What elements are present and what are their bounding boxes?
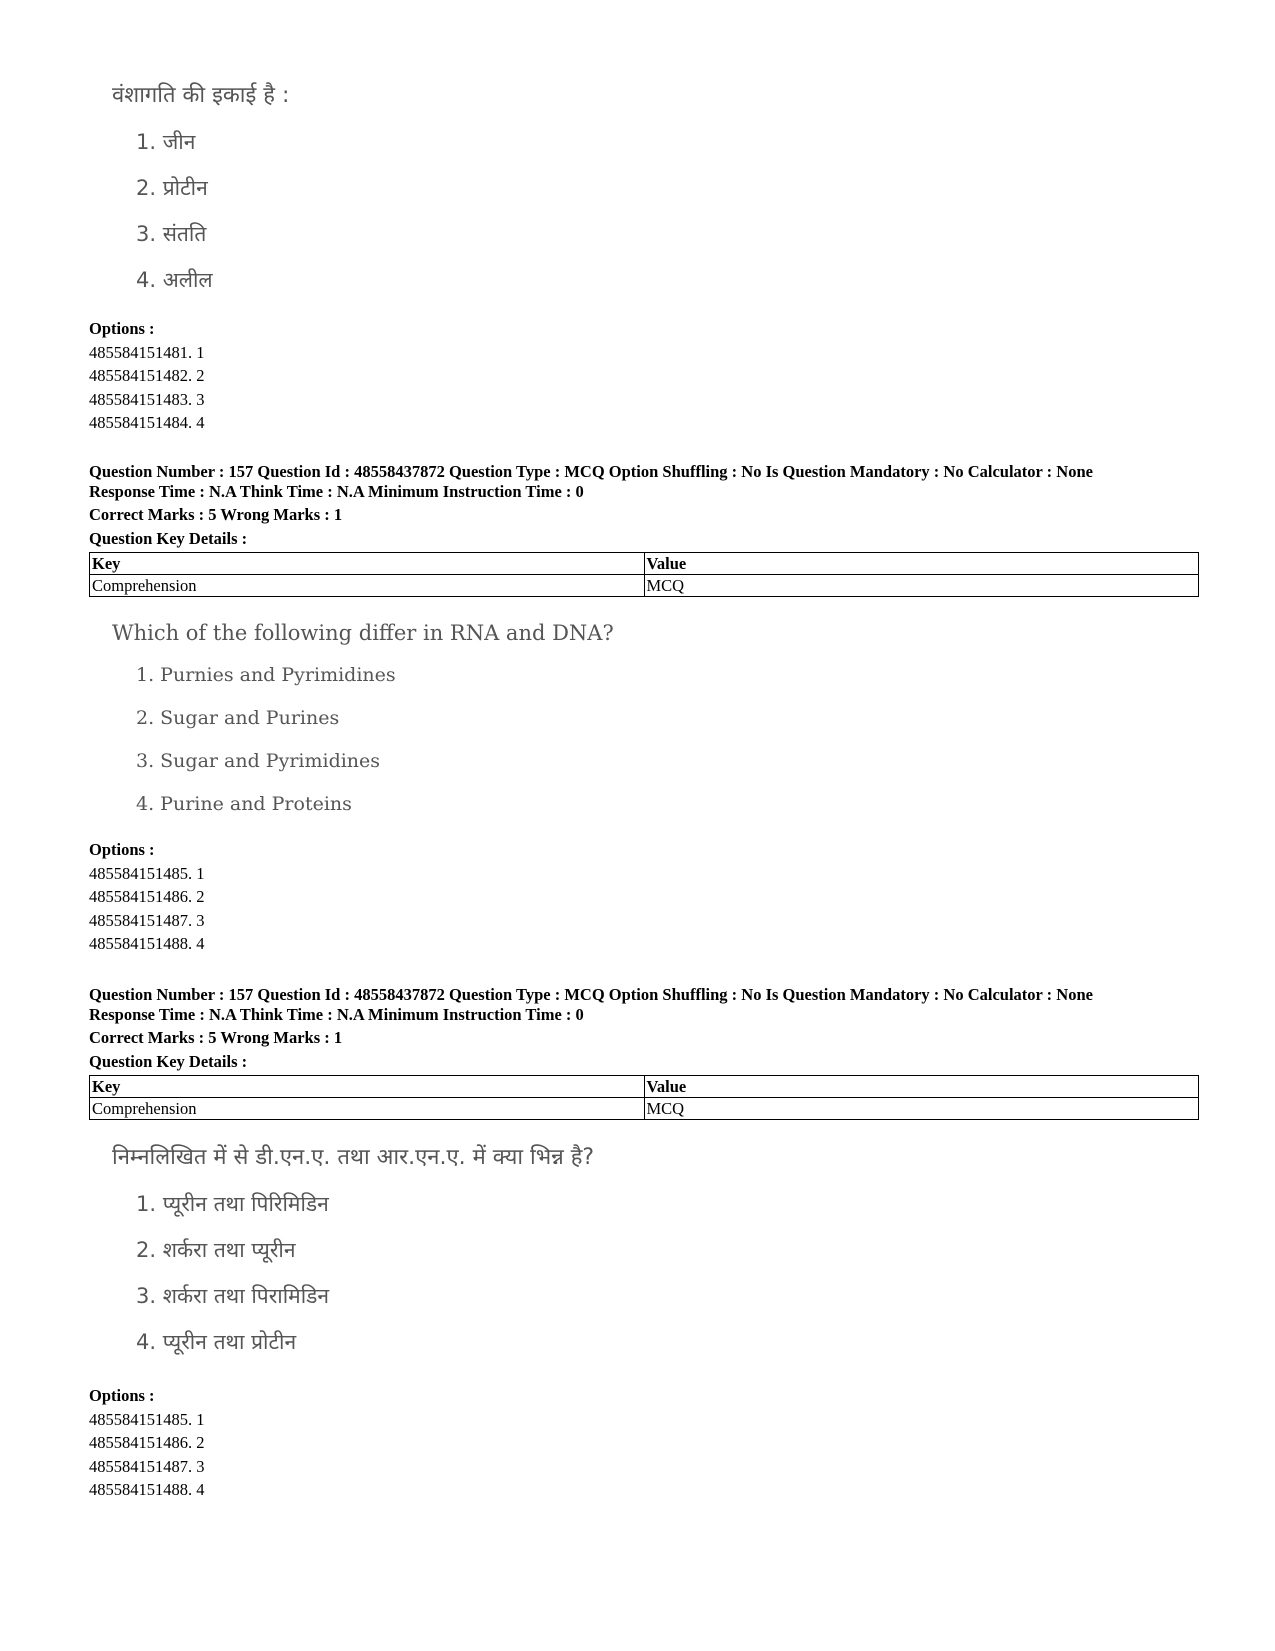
question-meta-line: Response Time : N.A Think Time : N.A Minimum Instruction Time : 0 [89,1005,584,1024]
option-item: 485584151488. 4 [89,934,205,953]
question-meta-line: Question Number : 157 Question Id : 48558437872 Question Type : MCQ Option Shuffling : No Is Question Mandatory : No Calculator : None [89,462,1093,481]
option-item: 485584151485. 1 [89,1409,205,1429]
question-option: 1. प्यूरीन तथा पिरिमिडिन [136,1192,329,1216]
question-option: 3. शर्करा तथा पिरामिडिन [136,1284,330,1308]
option-item: 485584151487. 3 [89,1456,205,1476]
question-meta [89,462,1199,597]
option-item: 485584151486. 2 [89,1433,205,1452]
question-option: 1. Purnies and Pyrimidines [136,664,396,686]
question-key-details-title: Question Key Details : [89,1052,248,1071]
question-option: 4. प्यूरीन तथा प्रोटीन [136,1330,297,1354]
table-header-row [90,553,1199,575]
option-item: 485584151486. 2 [89,887,205,906]
question-option: 2. शर्करा तथा प्यूरीन [136,1238,296,1262]
option-item: 485584151484. 4 [89,413,205,432]
question-option: 2. Sugar and Purines [136,707,340,729]
question-option: 4. अलील [136,268,213,292]
question-meta-line: Question Number : 157 Question Id : 48558437872 Question Type : MCQ Option Shuffling : No Is Question Mandatory : No Calculator : None [89,985,1093,1004]
question-image-hindi-heredity [112,82,290,292]
option-item: 485584151487. 3 [89,910,205,930]
table-header-cell: Key [90,553,645,575]
table-row [90,575,1199,597]
question-option: 3. Sugar and Pyrimidines [136,750,381,772]
question-option: 3. संतति [136,222,207,246]
option-item: 485584151481. 1 [89,342,205,362]
option-item: 485584151483. 3 [89,389,205,409]
table-header-cell: Value [644,553,1199,575]
option-item: 485584151482. 2 [89,366,205,385]
question-meta [89,985,1199,1120]
question-image-hindi-rna-dna [112,1144,595,1354]
table-row [90,1098,1199,1120]
table-cell: Comprehension [90,575,645,597]
question-stem: वंशागति की इकाई है : [112,83,290,108]
question-option: 1. जीन [136,130,196,154]
question-image-english-rna-dna [112,619,614,815]
question-key-table [89,552,1199,597]
table-header-row [90,1076,1199,1098]
question-option: 4. Purine and Proteins [136,793,352,815]
question-option: 2. प्रोटीन [136,176,208,200]
table-cell: Comprehension [90,1098,645,1120]
table-cell: MCQ [644,575,1199,597]
table-cell: MCQ [644,1098,1199,1120]
question-marks: Correct Marks : 5 Wrong Marks : 1 [89,505,343,524]
table-header-cell: Key [90,1076,645,1098]
question-key-table [89,1075,1199,1120]
question-meta-line: Response Time : N.A Think Time : N.A Minimum Instruction Time : 0 [89,482,584,501]
options-title: Options : [89,1386,155,1405]
options-title: Options : [89,319,155,338]
options-list [89,317,1199,435]
option-item: 485584151485. 1 [89,863,205,883]
option-item: 485584151488. 4 [89,1480,205,1499]
options-list [89,1384,1199,1502]
question-key-details-title: Question Key Details : [89,529,248,548]
table-header-cell: Value [644,1076,1199,1098]
question-marks: Correct Marks : 5 Wrong Marks : 1 [89,1028,343,1047]
options-title: Options : [89,840,155,859]
question-stem: निम्नलिखित में से डी.एन.ए. तथा आर.एन.ए. में क्या भिन्न है? [112,1145,595,1170]
question-stem: Which of the following differ in RNA and DNA? [112,621,614,645]
options-list [89,838,1199,956]
